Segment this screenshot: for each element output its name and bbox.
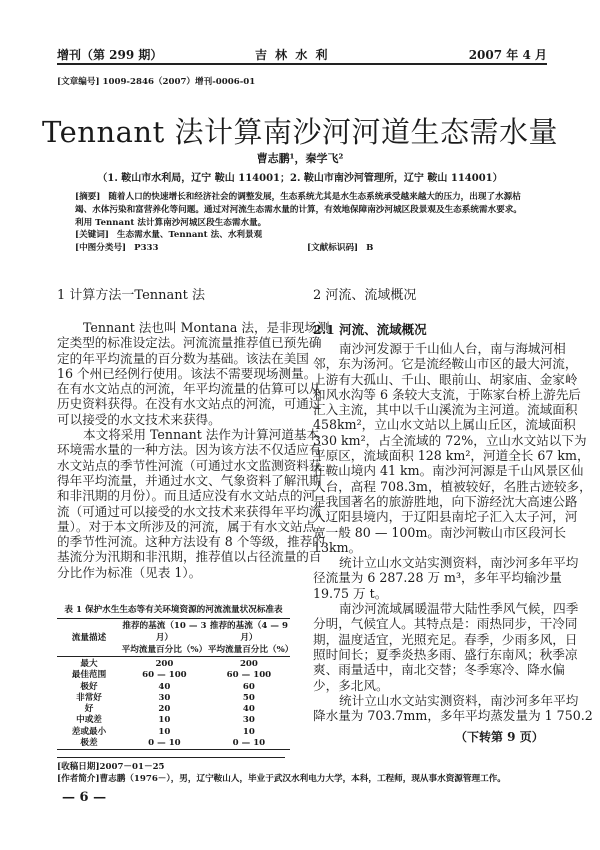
continued-note: （下转第 9 页） <box>455 730 544 744</box>
header-rule <box>57 63 547 65</box>
table-cell: 60 — 100 <box>226 670 272 681</box>
section-heading-2: 2 河流、流域概况 <box>313 288 417 303</box>
paragraph-line: 汇入主流，其中以千山溪流为主河道。流域面积 <box>313 402 578 418</box>
paragraph-line: 流（可通过可以接受的水文技术来获得年平均流 <box>57 503 322 519</box>
issue-date: 2007 年 4 月 <box>468 48 547 62</box>
abstract-label: [摘要] <box>75 192 101 202</box>
table-cell: 差或最小 <box>71 726 107 737</box>
affiliation: （1. 鞍山市水利局，辽宁 鞍山 114001；2. 鞍山市南沙河管理所，辽宁 鞍山 114001） <box>97 173 503 184</box>
subsection-heading-2-1: 2.1 河流、流域概况 <box>313 322 427 337</box>
table-header-cell: 推荐的基流（10 — 3 月） <box>122 621 207 643</box>
table-cell: 0 — 10 <box>148 738 181 749</box>
table-header-cell: 平均流量百分比（%） <box>121 645 208 655</box>
right-subheading-wrap <box>313 321 547 339</box>
paragraph-line: 水文站点的季节性河流（可通过水文监测资料获 <box>57 457 322 473</box>
table-row <box>57 657 290 671</box>
paragraph-line: 南沙河发源于千山仙人台，南与海城河相 <box>339 341 566 356</box>
table-cell: 0 — 10 <box>232 738 266 749</box>
page-number: — 6 — <box>62 790 107 805</box>
footnote-rule <box>57 757 285 758</box>
author-bio-text: 曹志鹏（1976－），男，辽宁鞍山人，毕业于武汉水利电力大学，本科，工程师，现从事水资源管理工作。 <box>99 774 506 784</box>
abstract-block <box>75 191 543 255</box>
table-cell: 40 <box>242 704 255 715</box>
issue-label: 增刊（第 299 期） <box>57 48 163 62</box>
paragraph-line: 降水量为 703.7mm，多年平均蒸发量为 1 750.2 <box>313 708 593 724</box>
table-cell: 极差 <box>80 738 98 749</box>
table-row <box>57 670 290 681</box>
author-bio <box>57 772 506 784</box>
paragraph-line: 宽一般 80 — 100m。南沙河鞍山市区段河长 <box>313 524 566 540</box>
left-column-body <box>57 320 330 580</box>
table-cell: 非常好 <box>76 692 102 703</box>
paragraph-line: 458km²，立山水文站以上属山丘区，流域面积 <box>313 417 576 433</box>
paragraph-line: 在鞍山境内 41 km。南沙河河源是千山风景区仙 <box>313 463 584 479</box>
table-cell: 10 <box>242 726 255 737</box>
paragraph-line: 平原区，流域面积 128 km²，河道全长 67 km， <box>313 448 590 464</box>
paragraph-line: 爽、雨量适中，南北交替；冬季寒冷、降水偏 <box>313 662 565 678</box>
paragraph-line: 是我国著名的旅游胜地，向下游经沈大高速公路 <box>313 493 578 509</box>
table-cell: 10 <box>158 726 171 737</box>
table-cell: 50 <box>242 692 255 703</box>
table-cell: 200 <box>155 659 174 669</box>
clc-code: P333 <box>134 243 159 254</box>
article-number <box>57 75 255 87</box>
paragraph-line: 径流量为 6 287.28 万 m³，多年平均输沙量 <box>313 570 562 586</box>
paragraph-line: 环境需水量的一种方法。因为该方法不仅适应有 <box>57 442 322 458</box>
journal-name: 吉 林 水 利 <box>255 48 330 62</box>
abstract-line: 竭、水体污染和富营养化等问题。通过对河流生态需水量的计算，有效地保障南沙河城区段景观及生态系统需水要求。 <box>75 204 522 215</box>
paragraph-line: 本文将采用 Tennant 法作为计算河道基本 <box>83 427 320 443</box>
paragraph-line: 历史资料获得。在没有水文站点的河流，可通过 <box>57 396 322 412</box>
table-1 <box>57 618 294 750</box>
keywords-label: [关键词] <box>75 230 109 241</box>
paragraph-line: 16 个州已经例行使用。该法不需要现场测量。 <box>57 365 317 381</box>
table-header-cell: 推荐的基流（4 — 9 月） <box>209 621 288 643</box>
table-cell: 60 — 100 <box>142 670 187 681</box>
paragraph-line: 上游有大孤山、千山、眼前山、胡家庙、金家岭 <box>313 371 578 387</box>
table-cell: 30 <box>242 715 255 726</box>
table-row <box>57 715 290 726</box>
table-header-cell: 平均流量百分比（%） <box>207 645 294 655</box>
doc-code: B <box>366 243 374 254</box>
received-date <box>57 760 165 772</box>
paragraph-line: 基流分为汛期和非汛期，推荐值以占径流量的百 <box>57 549 322 565</box>
table-cell: 10 <box>158 715 171 726</box>
paragraph-line: 分明，气候宜人。其特点是：雨热同步，干冷同 <box>313 616 578 632</box>
abstract-line: 随着人口的快速增长和经济社会的调整发展，生态系统尤其是水生态系统承受越来越大的压力，出现了水源枯 <box>108 192 521 202</box>
table-cell: 200 <box>239 659 258 669</box>
table-cell: 中或差 <box>76 715 102 726</box>
paragraph-line: 的季节性河流。这种方法设有 8 个等级，推荐的 <box>57 534 325 550</box>
paragraph-line: 南沙河流域属暖温带大陆性季风气候，四季 <box>339 601 579 617</box>
table-header-cell: 流量描述 <box>71 633 107 643</box>
paragraph-line: 330 km²，占全流域的 72%，立山水文站以下为 <box>313 432 587 448</box>
paragraph-line: 分比作为标准（见表 1）。 <box>57 564 202 580</box>
table-row <box>57 704 290 715</box>
doc-code-label: [文献标识码] <box>307 243 359 254</box>
keywords: 生态需水量、Tennant 法、水利景观 <box>116 230 263 241</box>
left-column <box>57 286 291 306</box>
table-row <box>57 727 290 738</box>
table-row <box>57 693 290 704</box>
section-heading-1: 1 计算方法一Tennant 法 <box>57 288 205 303</box>
paragraph-line: 少，多北风。 <box>313 677 389 693</box>
author-bio-label: [作者简介] <box>57 774 100 784</box>
table-row <box>57 738 290 750</box>
paragraph-line: 入辽阳县境内，于辽阳县南坨子汇入太子河，河 <box>313 509 578 525</box>
paragraph-line: 得年平均流量，并通过水文、气象资料了解汛期 <box>57 472 322 488</box>
paper-title: Tennant 法计算南沙河河道生态需水量 <box>42 115 558 149</box>
paragraph-line: 期，温度适宜，光照充足。春季，少雨多风，日 <box>313 631 578 647</box>
table-caption: 表 1 保护水生生态等有关环境资源的河流流量状况标准表 <box>64 605 283 615</box>
paragraph-line: 统计立山水文站实测资料，南沙河多年平均 <box>339 692 579 708</box>
paragraph-line: 可以接受的水文技术来获得。 <box>57 411 221 427</box>
table-cell: 40 <box>158 681 171 692</box>
paragraph-line: Tennant 法也叫 Montana 法，是非现场测 <box>83 320 330 335</box>
paragraph-line: 邻，东为汤河。它是流经鞍山市区的最大河流， <box>313 356 578 372</box>
table-row <box>57 682 290 693</box>
received-value: 2007－01－25 <box>99 762 165 772</box>
paragraph-line: 统计立山水文站实测资料，南沙河多年平均 <box>339 555 579 571</box>
table-cell: 20 <box>158 704 171 715</box>
paragraph-line: 定的年平均流量的百分数为基础。该法在美国 <box>57 350 309 366</box>
clc-label: [中图分类号] <box>75 243 127 254</box>
paragraph-line: 19.75 万 t。 <box>313 585 388 601</box>
article-number-value: 1009-2846（2007）增刊-0006-01 <box>102 77 256 87</box>
authors: 曹志鹏¹，秦学飞² <box>256 152 344 165</box>
paragraph-line: 和风水沟等 6 条较大支流，于陈家台桥上游先后 <box>313 386 581 402</box>
article-number-label: [文章编号] <box>57 77 100 87</box>
table-top-rule <box>57 618 290 619</box>
paragraph-line: 定类型的标准设定法。河流流量推荐值已预先确 <box>57 335 322 351</box>
abstract-line: 利用 Tennant 法计算南沙河城区段生态需水量。 <box>75 217 267 228</box>
paragraph-line: 量）。对于本文所涉及的河流，属于有水文站点 <box>57 518 316 534</box>
right-column-body <box>313 341 593 724</box>
paragraph-line: 照时间长；夏季炎热多雨、盛行东南风；秋季凉 <box>313 646 578 662</box>
table-cell: 最佳范围 <box>71 670 107 681</box>
paragraph-line: 和非汛期的月份）。而且适应没有水文站点的河 <box>57 488 316 504</box>
table-cell: 好 <box>84 704 94 715</box>
paragraph-line: 在有水文站点的河流，年平均流量的估算可以从 <box>57 381 322 397</box>
right-column <box>313 286 547 306</box>
table-cell: 极好 <box>80 681 98 692</box>
paragraph-line: 人台，高程 708.3m，植被较好，名胜古迹较多， <box>313 478 592 494</box>
table-cell: 最大 <box>80 659 98 669</box>
table-cell: 60 <box>242 681 255 692</box>
paragraph-line: 13km。 <box>313 539 362 555</box>
received-label: [收稿日期] <box>57 762 100 772</box>
table-cell: 30 <box>158 692 171 703</box>
